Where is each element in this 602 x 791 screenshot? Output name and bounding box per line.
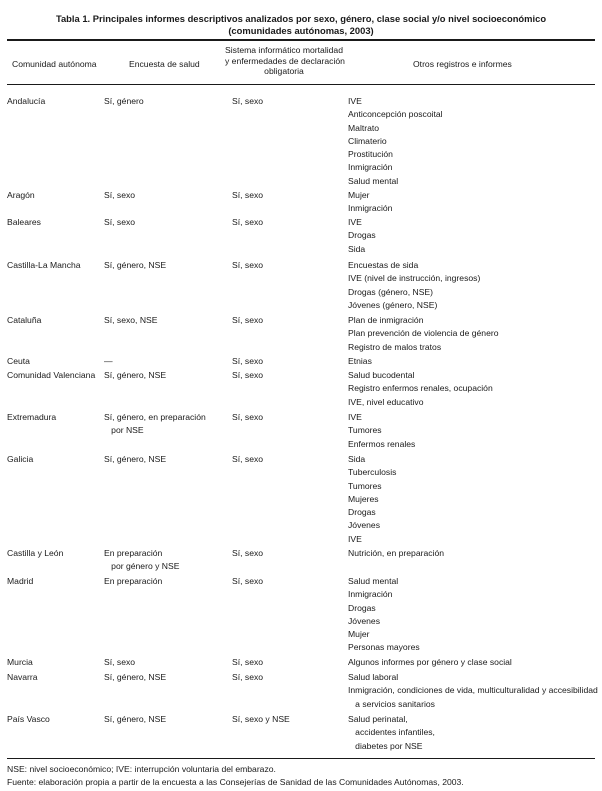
cell-otros: Plan de inmigración Plan prevención de violencia de género Registro de malos tratos [348,315,499,352]
cell-comunidad: País Vasco [7,714,50,724]
table-source: Fuente: elaboración propia a partir de la encuesta a las Consejerías de Sanidad de las Comunidades Autónomas, 2003. [7,777,464,787]
cell-encuesta: En preparación [104,576,163,586]
cell-comunidad: Madrid [7,576,34,586]
cell-comunidad: Extremadura [7,412,57,422]
cell-comunidad: Navarra [7,672,38,682]
header-comunidad: Comunidad autónoma [12,59,97,69]
header-sistema: Sistema informático mortalidad y enfermedades de declaración obligatoria [225,45,345,77]
cell-encuesta: Sí, género, NSE [104,370,167,380]
cell-encuesta: Sí, género, NSE [104,260,167,270]
cell-sistema: Sí, sexo [232,260,264,270]
cell-comunidad: Ceuta [7,356,30,366]
bottom-rule [7,758,595,759]
cell-encuesta: Sí, género, NSE [104,714,167,724]
cell-otros: IVE Tumores Enfermos renales [348,412,416,449]
cell-comunidad: Galicia [7,454,34,464]
cell-otros: Etnias [348,356,372,366]
cell-sistema: Sí, sexo [232,190,264,200]
cell-comunidad: Andalucía [7,96,46,106]
table-title-line2: (comunidades autónomas, 2003) [228,25,374,36]
cell-otros: Salud perinatal, accidentes infantiles, diabetes por NSE [348,714,435,751]
cell-encuesta: Sí, sexo [104,217,136,227]
cell-comunidad: Murcia [7,657,33,667]
cell-otros: Sida Tuberculosis Tumores Mujeres Drogas Jóvenes IVE [348,454,397,544]
cell-otros: Salud laboral Inmigración, condiciones de vida, multiculturalidad y accesibilidad a servicios sanitarios [348,672,598,709]
cell-otros: Mujer Inmigración [348,190,393,214]
cell-otros: Salud mental Inmigración Drogas Jóvenes Mujer Personas mayores [348,576,420,653]
cell-sistema: Sí, sexo [232,217,264,227]
cell-otros: Algunos informes por género y clase social [348,657,512,667]
cell-comunidad: Castilla-La Mancha [7,260,81,270]
cell-sistema: Sí, sexo [232,412,264,422]
cell-encuesta: Sí, sexo [104,190,136,200]
cell-otros: Salud bucodental Registro enfermos renales, ocupación IVE, nivel educativo [348,370,493,407]
cell-encuesta: — [104,356,113,366]
cell-otros: IVE Drogas Sida [348,217,376,254]
cell-sistema: Sí, sexo [232,548,264,558]
cell-comunidad: Castilla y León [7,548,64,558]
top-rule [7,39,595,41]
table-footnote: NSE: nivel socioeconómico; IVE: interrupción voluntaria del embarazo. [7,764,276,774]
cell-encuesta: Sí, sexo [104,657,136,667]
cell-comunidad: Cataluña [7,315,42,325]
cell-sistema: Sí, sexo [232,370,264,380]
cell-comunidad: Baleares [7,217,41,227]
header-encuesta: Encuesta de salud [129,59,200,69]
cell-otros: IVE Anticoncepción poscoital Maltrato Climaterio Prostitución Inmigración Salud mental [348,96,443,186]
cell-otros: Nutrición, en preparación [348,548,445,558]
cell-comunidad: Comunidad Valenciana [7,370,96,380]
table-title-line1: Tabla 1. Principales informes descriptivos analizados por sexo, género, clase social y/o nivel socioeconómico [55,13,547,24]
cell-sistema: Sí, sexo y NSE [232,714,290,724]
header-rule [7,84,595,85]
header-otros: Otros registros e informes [413,59,512,69]
cell-sistema: Sí, sexo [232,657,264,667]
cell-sistema: Sí, sexo [232,454,264,464]
cell-sistema: Sí, sexo [232,672,264,682]
cell-encuesta: Sí, sexo, NSE [104,315,158,325]
cell-encuesta: Sí, género [104,96,144,106]
cell-sistema: Sí, sexo [232,315,264,325]
cell-encuesta: Sí, género, NSE [104,454,167,464]
table-title [0,13,602,37]
cell-sistema: Sí, sexo [232,576,264,586]
cell-encuesta: Sí, género, en preparación por NSE [104,412,206,436]
cell-sistema: Sí, sexo [232,96,264,106]
cell-comunidad: Aragón [7,190,35,200]
cell-sistema: Sí, sexo [232,356,264,366]
cell-encuesta: En preparación por género y NSE [104,548,180,572]
cell-otros: Encuestas de sida IVE (nivel de instrucción, ingresos) Drogas (género, NSE) Jóvenes (género, NSE) [348,260,481,310]
cell-encuesta: Sí, género, NSE [104,672,167,682]
